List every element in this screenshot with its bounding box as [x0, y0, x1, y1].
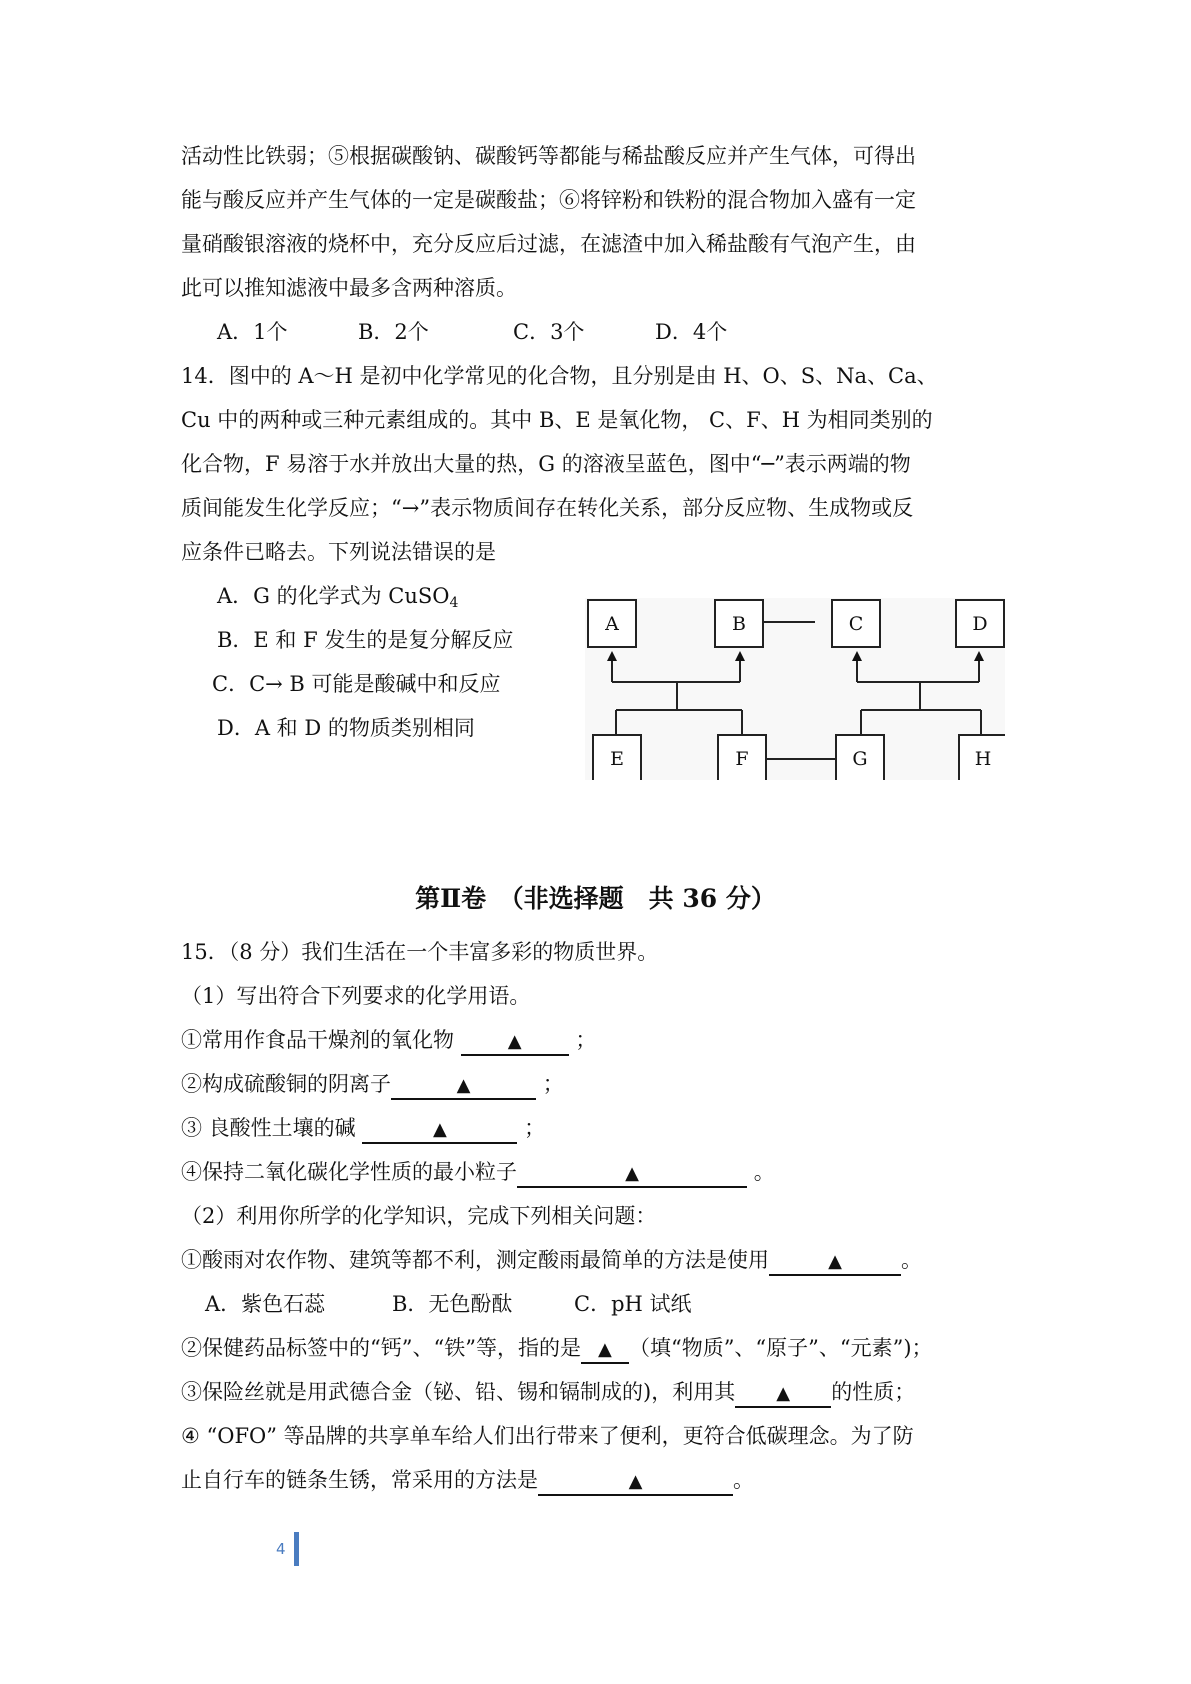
q15-p2-item-4-line-2: [181, 1465, 754, 1496]
q15-p2-item-3-end: 的性质；: [831, 1380, 916, 1404]
q15-part1: （1）写出符合下列要求的化学用语。: [181, 984, 531, 1008]
q14-line-4: 质间能发生化学反应；“→”表示物质间存在转化关系，部分反应物、生成物或反: [181, 496, 914, 520]
q13-line-4: 此可以推知滤液中最多含两种溶质。: [181, 276, 517, 300]
triangle-marker-icon: ▲: [432, 1119, 447, 1140]
answer-blank[interactable]: [391, 1072, 536, 1100]
triangle-marker-icon: ▲: [828, 1251, 842, 1272]
q15-p2-option-a: A．紫色石蕊: [205, 1292, 326, 1316]
q13-line-3: 量硝酸银溶液的烧杯中，充分反应后过滤，在滤渣中加入稀盐酸有气泡产生，由: [181, 232, 916, 256]
diagram-background: [585, 598, 1005, 780]
triangle-marker-icon: ▲: [776, 1383, 791, 1404]
triangle-marker-icon: ▲: [598, 1339, 612, 1360]
q14-line-1: 14．图中的 A～H 是初中化学常见的化合物，且分别是由 H、O、S、Na、Ca、: [181, 364, 938, 388]
q15-p2-item-2-end: （填“物质”、“原子”、“元素”)；: [628, 1336, 933, 1360]
page-number: 4: [276, 1540, 286, 1558]
triangle-marker-icon: ▲: [456, 1075, 471, 1096]
q14-option-a: [217, 581, 458, 618]
q14-line-2: Cu 中的两种或三种元素组成的。其中 B、E 是氧化物， C、F、H 为相同类别的: [181, 408, 933, 432]
q14-option-d: D．A 和 D 的物质类别相同: [217, 716, 475, 740]
q14-option-c: C．C→ B 可能是酸碱中和反应: [212, 672, 501, 696]
answer-blank[interactable]: [735, 1380, 831, 1408]
answer-blank[interactable]: [461, 1028, 569, 1056]
answer-blank[interactable]: [538, 1468, 733, 1496]
q15-p1-item-4-end: 。: [753, 1160, 775, 1184]
q14-line-5: 应条件已略去。下列说法错误的是: [181, 540, 496, 564]
q15-p1-item-4-text: ④保持二氧化碳化学性质的最小粒子: [181, 1160, 517, 1184]
q15-intro: 15．（8 分）我们生活在一个丰富多彩的物质世界。: [181, 940, 659, 964]
q15-p2-item-4-text: 止自行车的链条生锈，常采用的方法是: [181, 1468, 538, 1492]
q15-p2-item-1: [181, 1245, 922, 1276]
q15-part2: （2）利用你所学的化学知识，完成下列相关问题：: [181, 1204, 657, 1228]
q15-p2-item-3-text: ③保险丝就是用武德合金（铋、铅、锡和镉制成的)，利用其: [181, 1380, 736, 1404]
answer-blank[interactable]: [769, 1248, 901, 1276]
q15-p1-item-3-text: ③ 良酸性土壤的碱: [181, 1116, 356, 1140]
q15-p1-item-1: [181, 1025, 596, 1056]
q15-p1-item-4: [181, 1157, 775, 1188]
q13-option-c: C．3个: [513, 320, 585, 344]
q15-p2-item-3: [181, 1377, 915, 1408]
q15-p1-item-2: [181, 1069, 564, 1100]
q15-p2-item-2: [181, 1333, 933, 1364]
q14-line-3: 化合物，F 易溶于水并放出大量的热，G 的溶液呈蓝色，图中“─”表示两端的物: [181, 452, 911, 476]
label-a: A: [605, 613, 619, 635]
triangle-marker-icon: ▲: [625, 1163, 639, 1184]
q15-p1-item-2-end: ；: [542, 1072, 564, 1096]
triangle-marker-icon: ▲: [507, 1031, 522, 1052]
q13-option-d: D．4个: [655, 320, 728, 344]
q15-p2-item-1-end: 。: [901, 1248, 922, 1272]
label-h: H: [974, 748, 992, 770]
q13-line-1: 活动性比铁弱；⑤根据碳酸钠、碳酸钙等都能与稀盐酸反应并产生气体，可得出: [181, 144, 916, 168]
q15-p1-item-1-end: ；: [575, 1028, 597, 1052]
q15-p2-option-b: B．无色酚酞: [392, 1292, 513, 1316]
page-number-bar: [294, 1532, 299, 1566]
label-d: D: [972, 613, 988, 635]
q15-p1-item-1-text: ①常用作食品干燥剂的氧化物: [181, 1028, 454, 1052]
q14-option-a-text: A．G 的化学式为 CuSO: [217, 584, 450, 608]
reaction-diagram: [585, 598, 1005, 780]
q14-option-b: B．E 和 F 发生的是复分解反应: [217, 628, 514, 652]
q15-p1-item-3-end: ；: [524, 1116, 546, 1140]
q15-p2-item-2-text: ②保健药品标签中的“钙”、“铁”等，指的是: [181, 1336, 581, 1360]
q15-p1-item-3: [181, 1113, 545, 1144]
label-g: G: [852, 748, 868, 770]
q15-p2-item-1-text: ①酸雨对农作物、建筑等都不利，测定酸雨最简单的方法是使用: [181, 1248, 769, 1272]
label-c: C: [848, 613, 864, 635]
q13-line-2: 能与酸反应并产生气体的一定是碳酸盐；⑥将锌粉和铁粉的混合物加入盛有一定: [181, 188, 916, 212]
answer-blank[interactable]: [517, 1160, 747, 1188]
answer-blank[interactable]: [581, 1336, 629, 1364]
triangle-marker-icon: ▲: [628, 1471, 643, 1492]
q15-p2-item-4-end: 。: [733, 1468, 754, 1492]
q14-option-a-subscript: 4: [449, 595, 459, 611]
q15-p2-item-4-line-1: ④ “OFO” 等品牌的共享单车给人们出行带来了便利，更符合低碳理念。为了防: [181, 1424, 914, 1448]
label-f: F: [735, 748, 749, 770]
section-heading: 第Ⅱ卷 （非选择题 共 36 分）: [415, 884, 776, 913]
q13-option-b: B．2个: [358, 320, 429, 344]
answer-blank[interactable]: [362, 1116, 517, 1144]
label-e: E: [610, 748, 624, 770]
q15-p1-item-2-text: ②构成硫酸铜的阴离子: [181, 1072, 391, 1096]
q13-option-a: A．1个: [217, 320, 288, 344]
label-b: B: [732, 613, 746, 635]
q15-p2-option-c: C．pH 试纸: [574, 1292, 692, 1316]
